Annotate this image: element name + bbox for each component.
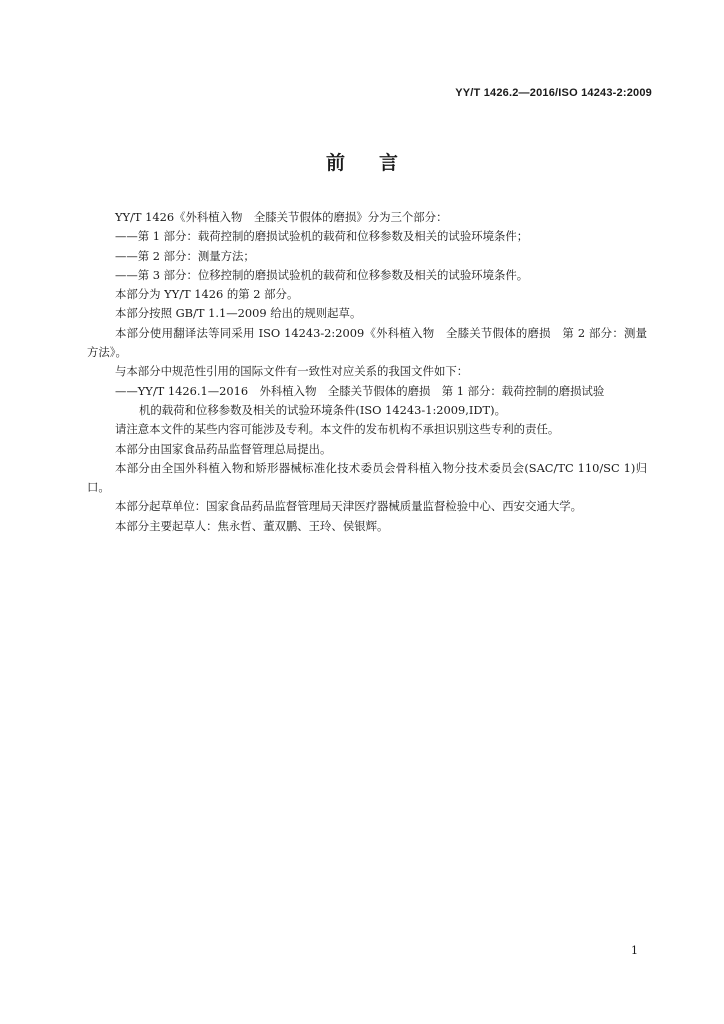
- paragraph-adoption: 本部分使用翻译法等同采用 ISO 14243-2:2009《外科植入物 全膝关节假体的磨损 第 2 部分：测量方法》。: [87, 325, 647, 360]
- paragraph-drafting-units: 本部分起草单位：国家食品药品监督管理局天津医疗器械质量监督检验中心、西安交通大学。: [115, 499, 583, 514]
- paragraph-drafting-rules: 本部分按照 GB/T 1.1—2009 给出的规则起草。: [115, 306, 362, 321]
- paragraph-drafters: 本部分主要起草人：焦永哲、董双鹏、王玲、侯银辉。: [115, 518, 389, 533]
- paragraph-correspondence: 与本部分中规范性引用的国际文件有一致性对应关系的我国文件如下：: [115, 364, 469, 379]
- page-title: 前言: [325, 152, 432, 174]
- list-item-corresponding-doc: ——YY/T 1426.1—2016 外科植入物 全膝关节假体的磨损 第 1 部分：载荷控制的磨损试验: [115, 383, 605, 398]
- paragraph-part-statement: 本部分为 YY/T 1426 的第 2 部分。: [115, 287, 299, 302]
- page-number: 1: [631, 944, 638, 957]
- list-item-part-3: ——第 3 部分：位移控制的磨损试验机的载荷和位移参数及相关的试验环境条件。: [115, 267, 529, 282]
- list-item-corresponding-doc-cont: 机的载荷和位移参数及相关的试验环境条件(ISO 14243-1:2009,IDT)。: [139, 402, 506, 417]
- paragraph-proposer: 本部分由国家食品药品监督管理总局提出。: [115, 441, 332, 456]
- standard-number-header: YY/T 1426.2—2016/ISO 14243-2:2009: [455, 87, 652, 99]
- foreword-body: [87, 208, 647, 536]
- paragraph-patent-notice: 请注意本文件的某些内容可能涉及专利。本文件的发布机构不承担识别这些专利的责任。: [115, 422, 560, 437]
- list-item-part-2: ——第 2 部分：测量方法；: [115, 248, 255, 263]
- paragraph-intro: YY/T 1426《外科植入物 全膝关节假体的磨损》分为三个部分：: [115, 210, 448, 224]
- list-item-part-1: ——第 1 部分：载荷控制的磨损试验机的载荷和位移参数及相关的试验环境条件；: [115, 229, 529, 244]
- paragraph-technical-committee: 本部分由全国外科植入物和矫形器械标准化技术委员会骨科植入物分技术委员会(SAC/TC 110/SC 1)归口。: [87, 460, 647, 495]
